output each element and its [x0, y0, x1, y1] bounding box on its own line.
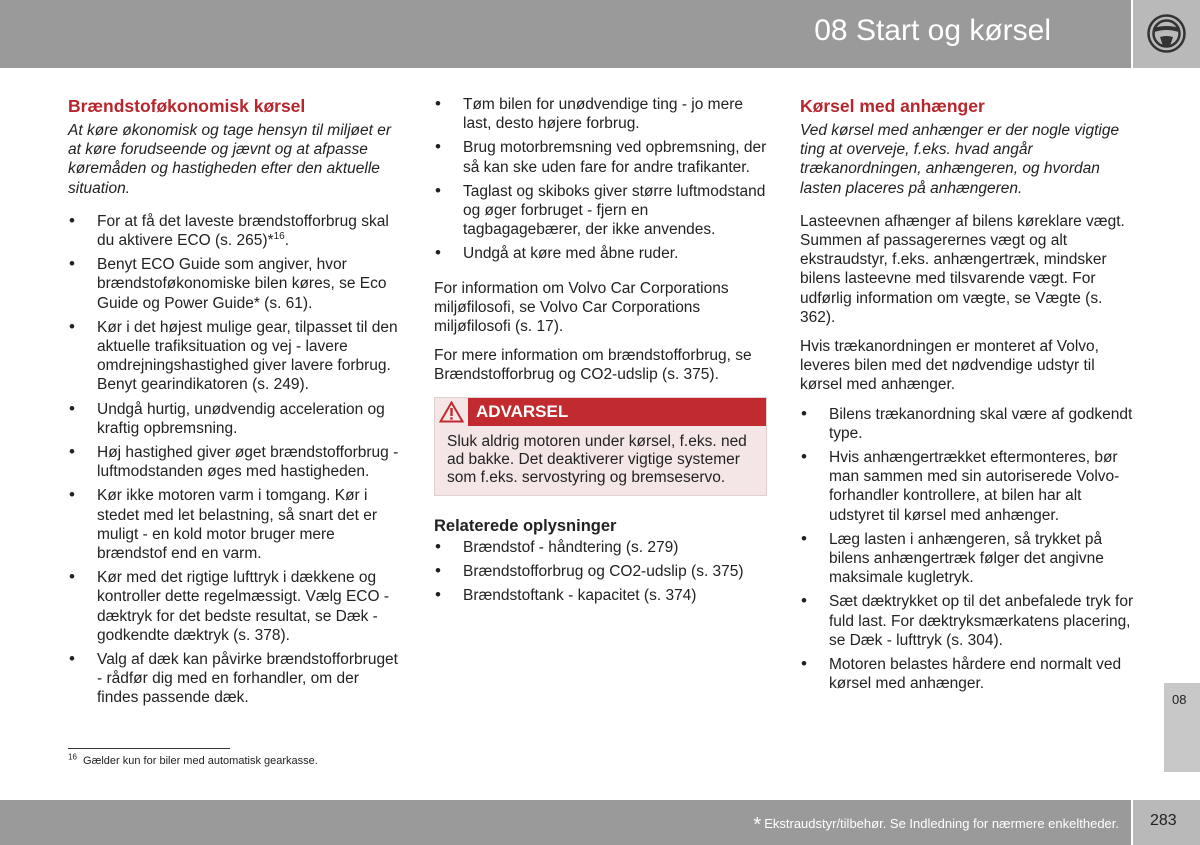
section-heading-trailer: Kørsel med anhænger	[800, 96, 985, 116]
related-heading: Relaterede oplysninger	[434, 516, 617, 535]
warning-icon-box	[435, 398, 468, 426]
list-item: • Motoren belastes hårdere end normalt ved kørsel med anhænger.	[800, 655, 1135, 693]
paragraph-consumption: For mere information om brændstofforbrug, se Brændstofforbrug og CO2-udslip (s. 375).	[434, 347, 752, 384]
column-middle	[434, 95, 767, 610]
paragraph-load-capacity: Lasteevnen afhænger af bilens køreklare vægt. Summen af passagerernes vægt og alt ekstraudstyr, f.eks. anhængertræk, mindsker bilens lasteevne med tilsvarende vægt. For udførlig information om vægte, se Vægte (s. 362).	[800, 212, 1125, 326]
section-heading-fuel-economy: Brændstoføkonomisk kørsel	[68, 96, 306, 116]
header-bar	[0, 0, 1131, 68]
list-item: • Undgå at køre med åbne ruder.	[434, 244, 767, 263]
list-item: • For at få det laveste brændstofforbrug skal du aktivere ECO (s. 265)*$^{16}$.	[68, 212, 403, 250]
fuel-economy-list	[68, 212, 403, 708]
warning-title: ADVARSEL	[476, 401, 569, 421]
page-number: 283	[1150, 812, 1177, 829]
list-item: • Bilens trækanordning skal være af godkendt type.	[800, 405, 1135, 443]
related-list	[434, 538, 767, 606]
related-link[interactable]: • Brændstoftank - kapacitet (s. 374)	[434, 586, 767, 605]
list-item: • Tøm bilen for unødvendige ting - jo mere last, desto højere forbrug.	[434, 95, 767, 133]
warning-text: Sluk aldrig motoren under kørsel, f.eks. ned ad bakke. Det deaktiverer vigtige systemer som f.eks. servostyring og bremseservo.	[447, 432, 747, 486]
list-item: • Sæt dæktrykket op til det anbefalede tryk for fuld last. For dæktryksmærkatens placering, se Dæk - lufttryk (s. 304).	[800, 592, 1135, 650]
footer-bar	[0, 800, 1131, 845]
trailer-list	[800, 405, 1135, 694]
list-item: • Kør ikke motoren varm i tomgang. Kør i stedet med let belastning, så snart det er muligt - en kold motor bruger mere brændstof end en varm.	[68, 486, 403, 563]
steering-wheel-icon	[1146, 13, 1187, 54]
list-item: • Kør med det rigtige lufttryk i dækkene og kontroller dette regelmæssigt. Vælg ECO -dæktryk for det bedste resultat, se Dæk - godkendte dæktryk (s. 378).	[68, 568, 403, 645]
list-item: • Taglast og skiboks giver større luftmodstand og øger forbruget - fjern en tagbagagebærer, der ikke anvendes.	[434, 182, 767, 240]
section-intro: At køre økonomisk og tage hensyn til miljøet er at køre forudseende og jævnt og at afpasse køremåden og hastigheden efter den aktuelle situation.	[68, 122, 392, 197]
list-item: • Undgå hurtig, unødvendig acceleration og kraftig opbremsning.	[68, 400, 403, 438]
related-link[interactable]: • Brændstof - håndtering (s. 279)	[434, 538, 767, 557]
footer-note: * Ekstraudstyr/tilbehør. Se Indledning for nærmere enkeltheder.	[753, 814, 1119, 836]
chapter-icon-box	[1133, 0, 1200, 68]
list-item: • Læg lasten i anhængeren, så trykket på bilens anhængertræk følger det angivne maksimale kugletryk.	[800, 530, 1135, 588]
list-item: • Hvis anhængertrækket eftermonteres, bør man sammen med sin autoriserede Volvo-forhandler kontrollere, at bilen har alt udstyret til kørsel med anhænger.	[800, 448, 1135, 525]
section-intro: Ved kørsel med anhænger er der nogle vigtige ting at overveje, f.eks. hvad angår trækanordningen, anhængeren, og hvordan lasten placeres på anhængeren.	[800, 122, 1120, 197]
list-item: • Benyt ECO Guide som angiver, hvor brændstoføkonomiske bilen køres, se Eco Guide og Power Guide* (s. 61).	[68, 255, 403, 313]
paragraph-towbar: Hvis trækanordningen er monteret af Volvo, leveres bilen med det nødvendige udstyr til kørsel med anhænger.	[800, 338, 1099, 394]
list-item: • Kør i det højest mulige gear, tilpasset til den aktuelle trafiksituation og vej - lavere omdrejningshastighed giver lavere forbrug. Benyt gearindikatoren (s. 249).	[68, 318, 403, 395]
column-fuel-economy	[68, 95, 403, 713]
column-trailer	[800, 95, 1135, 698]
warning-triangle-icon	[439, 401, 464, 423]
chapter-title: 08 Start og kørsel	[814, 14, 1051, 47]
fuel-economy-list-cont	[434, 95, 767, 264]
list-item: • Brug motorbremsning ved opbremsning, der så kan ske uden fare for andre trafikanter.	[434, 138, 767, 176]
list-item: • Valg af dæk kan påvirke brændstofforbruget - rådfør dig med en forhandler, om der findes passende dæk.	[68, 650, 403, 708]
footnote: $^{16}$ Gælder kun for biler med automatisk gearkasse.	[68, 752, 318, 767]
warning-box	[434, 397, 767, 496]
page-number-box	[1133, 800, 1200, 845]
chapter-side-tab[interactable]: 08	[1164, 683, 1200, 772]
footnote-ref[interactable]: 16	[273, 230, 285, 242]
footnote-divider	[68, 748, 230, 749]
paragraph-environment: For information om Volvo Car Corporations miljøfilosofi, se Volvo Car Corporations miljøfilosofi (s. 17).	[434, 279, 729, 336]
related-link[interactable]: • Brændstofforbrug og CO2-udslip (s. 375)	[434, 562, 767, 581]
warning-header	[435, 398, 766, 426]
list-item: • Høj hastighed giver øget brændstofforbrug - luftmodstanden øges med hastigheden.	[68, 443, 403, 481]
